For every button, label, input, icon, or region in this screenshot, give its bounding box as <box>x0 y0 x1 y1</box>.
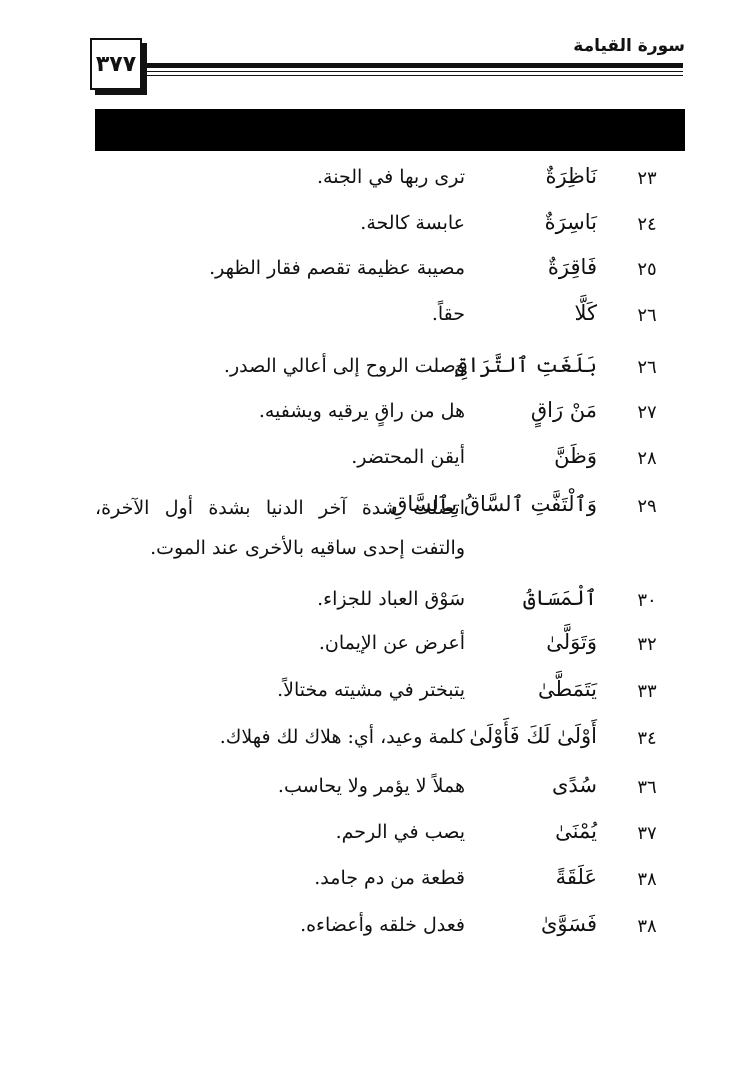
quran-word: ٱلْمَسَاقُ <box>523 586 597 610</box>
quran-word: يَتَمَطَّىٰ <box>537 677 597 701</box>
verse-number: ٣٢ <box>637 634 657 655</box>
list-item <box>0 819 755 863</box>
quran-word: وَظَنَّ <box>554 444 597 468</box>
header-rule-thick <box>146 63 683 68</box>
word-meaning: أيقن المحتضر. <box>351 446 465 468</box>
word-meaning: سَوْق العباد للجزاء. <box>317 588 465 610</box>
word-meaning: قطعة من دم جامد. <box>314 867 465 889</box>
verse-number: ٣٦ <box>637 777 657 798</box>
quran-word: فَاقِرَةٌ <box>547 255 597 279</box>
header-rule-thin <box>146 71 683 72</box>
verse-number: ٢٧ <box>637 402 657 423</box>
verse-number: ٣٨ <box>637 916 657 937</box>
quran-word: وَتَوَلَّىٰ <box>546 630 597 654</box>
verse-number: ٣٨ <box>637 869 657 890</box>
word-meaning: فعدل خلقه وأعضاءه. <box>300 914 465 936</box>
list-item <box>0 255 755 299</box>
quran-word: نَاظِرَةٌ <box>545 164 597 188</box>
page-number: ٣٧٧ <box>95 51 137 77</box>
list-item <box>0 912 755 956</box>
word-meaning: مصيبة عظيمة تقصم فقار الظهر. <box>209 257 465 279</box>
list-item <box>0 586 755 630</box>
verse-number: ٣٧ <box>637 823 657 844</box>
word-meaning: حقاً. <box>431 303 465 325</box>
word-meaning: هل من راقٍ يرقيه ويشفيه. <box>258 400 465 422</box>
verse-number: ٣٠ <box>637 590 657 611</box>
word-meaning: وصلت الروح إلى أعالي الصدر. <box>223 355 465 377</box>
quran-word: بَلَغَتِ ٱلتَّرَاقِىَ <box>454 353 597 377</box>
verse-number: ٢٦ <box>637 357 657 378</box>
list-item <box>0 492 755 576</box>
word-meaning: يصب في الرحم. <box>335 821 465 843</box>
word-meaning: اتصلت شدة آخر الدنيا بشدة أول الآخرة، والتفت إحدى ساقيه بالأخرى عند الموت. <box>95 497 465 559</box>
word-meaning: كلمة وعيد، أي: هلاك لك فهلاك. <box>219 726 465 748</box>
list-item <box>0 630 755 674</box>
verse-number: ٢٨ <box>637 448 657 469</box>
section-header-bar <box>95 109 685 151</box>
verse-number: ٢٦ <box>637 305 657 326</box>
word-meaning: هملاً لا يؤمر ولا يحاسب. <box>277 775 465 797</box>
list-item <box>0 444 755 488</box>
word-meaning: عابسة كالحة. <box>360 212 465 234</box>
list-item <box>0 398 755 442</box>
verse-number: ٢٥ <box>637 259 657 280</box>
list-item <box>0 865 755 909</box>
list-item <box>0 164 755 208</box>
quran-word: كَلَّا <box>574 301 597 325</box>
page-number-box <box>90 38 142 90</box>
quran-word: أَوْلَىٰ لَكَ فَأَوْلَىٰ <box>469 724 597 748</box>
word-meaning: يتبختر في مشيته مختالاً. <box>277 679 465 701</box>
quran-word: يُمْنَىٰ <box>555 819 597 843</box>
list-item <box>0 353 755 397</box>
verse-number: ٢٣ <box>637 168 657 189</box>
verse-number: ٢٩ <box>637 496 657 517</box>
verse-number: ٢٤ <box>637 214 657 235</box>
list-item <box>0 301 755 345</box>
verse-number: ٣٣ <box>637 681 657 702</box>
word-meaning: ترى ربها في الجنة. <box>317 166 465 188</box>
verse-number: ٣٤ <box>637 728 657 749</box>
header-rule-thin <box>146 75 683 76</box>
quran-word: فَسَوَّىٰ <box>540 912 597 936</box>
word-meaning: أعرض عن الإيمان. <box>318 632 465 654</box>
list-item <box>0 677 755 721</box>
quran-word: وَٱلْتَفَّتِ ٱلسَّاقُ بِٱلسَّاقِ <box>391 492 597 516</box>
quran-word: عَلَقَةً <box>555 865 597 889</box>
quran-word: سُدًى <box>551 773 597 797</box>
quran-word: مَنْ رَاقٍ <box>530 398 597 422</box>
surah-title: سورة القيامة <box>573 36 685 56</box>
quran-word: بَاسِرَةٌ <box>544 210 597 234</box>
list-item <box>0 210 755 254</box>
list-item <box>0 724 755 768</box>
list-item <box>0 773 755 817</box>
